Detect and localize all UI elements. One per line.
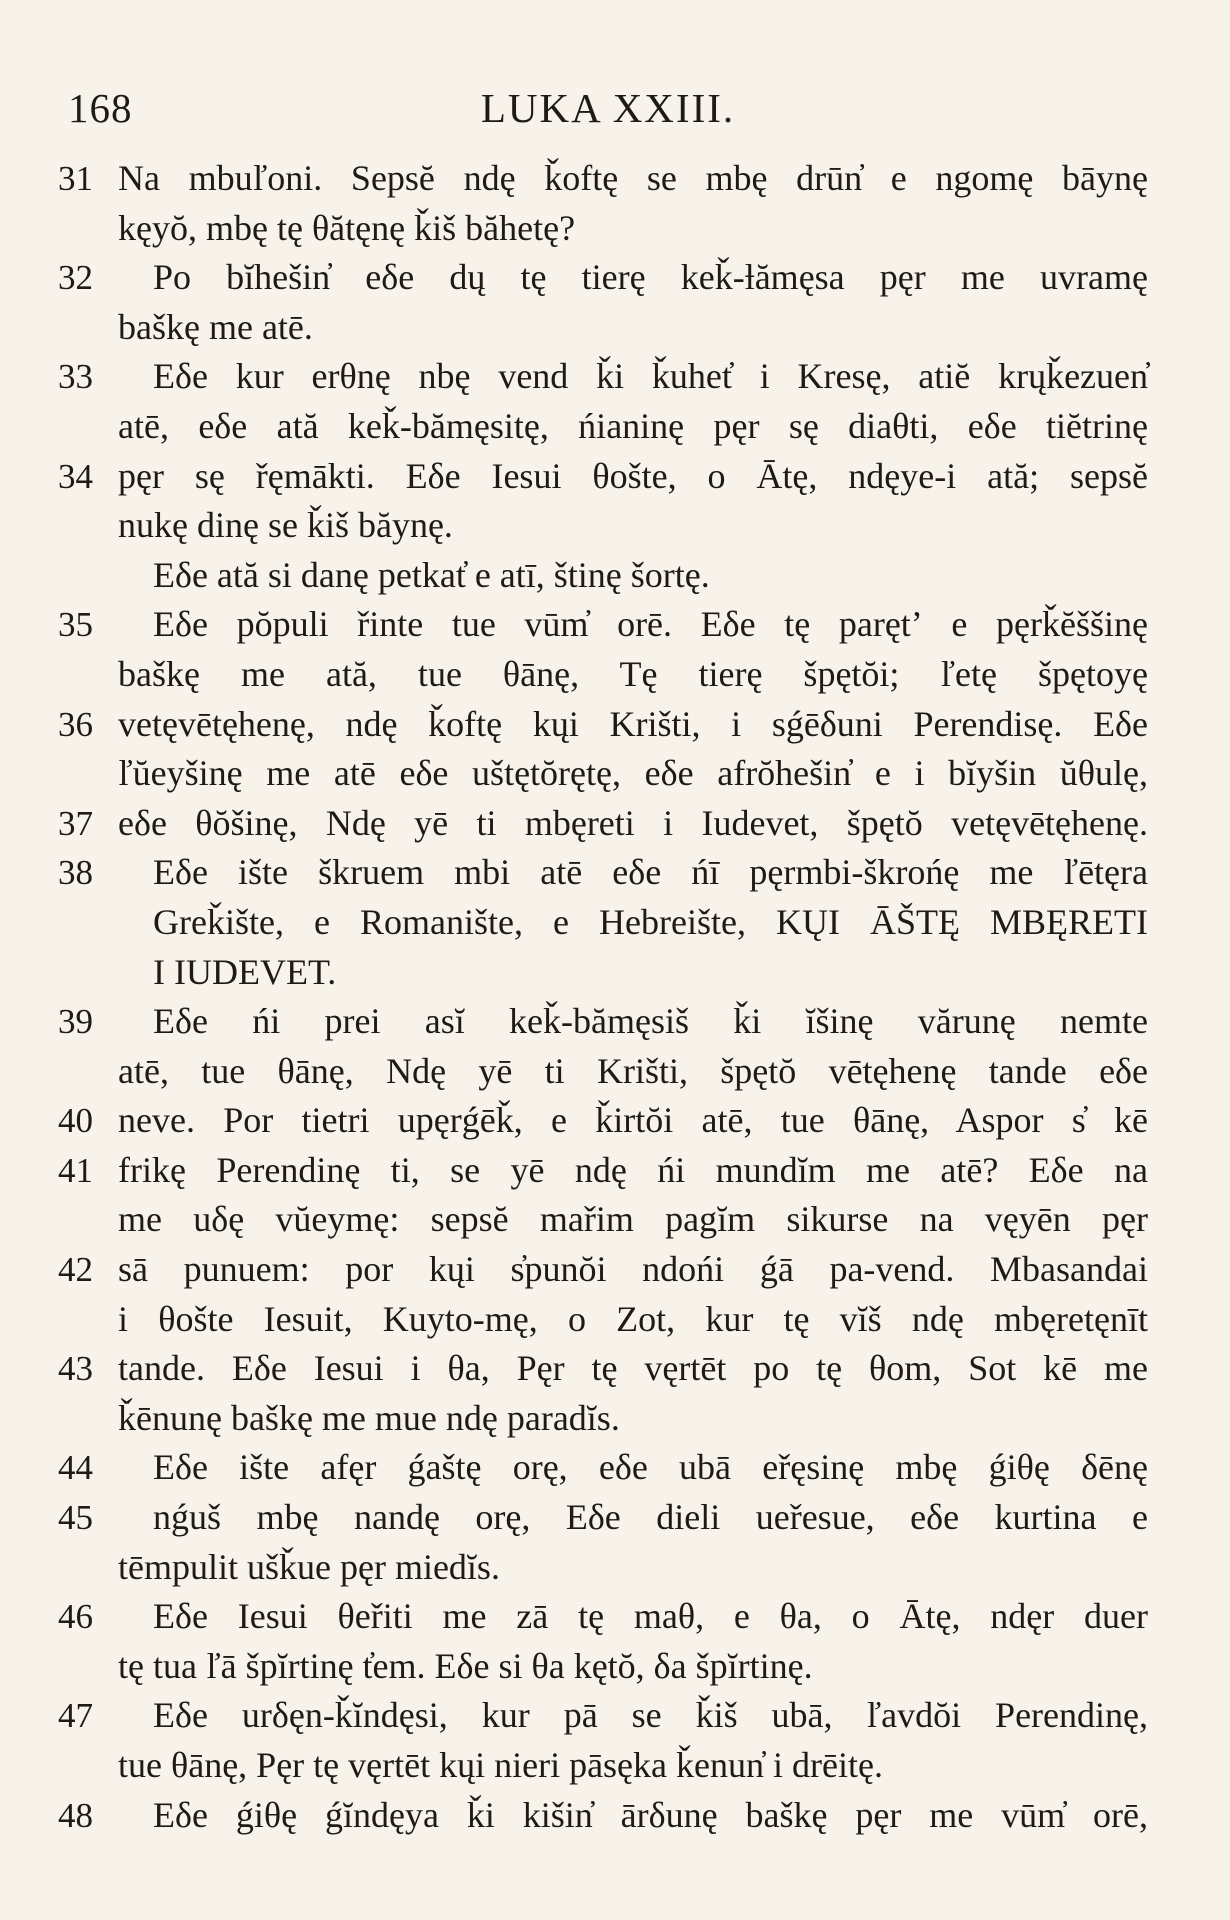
verse-number: 41 — [58, 1150, 93, 1190]
text-line — [58, 204, 1148, 254]
line-text: Po bĭhešin̓ eδe dų tę tierę keǩ-ƚămęsa pęr me uvramę — [153, 257, 1148, 298]
text-line — [58, 1493, 1148, 1543]
line-text: ǩēnunę baškę me mue ndę paradĭs. — [118, 1397, 620, 1438]
text-line — [58, 1295, 1148, 1345]
verse-number: 31 — [58, 159, 93, 198]
line-text: baškę me atē. — [118, 306, 313, 347]
verse-number: 34 — [58, 456, 93, 496]
line-text: Eδe ată si danę petkat̓ e atī, štinę šortę. — [153, 554, 710, 595]
text-line — [58, 848, 1148, 898]
text-line — [58, 352, 1148, 402]
verse-number: 39 — [58, 1002, 93, 1042]
text-line — [58, 749, 1148, 799]
line-text: Eδe ište afęr ǵaštę orę, eδe ubā eřęsinę mbę ǵiθę δēnę — [153, 1447, 1148, 1488]
line-text: Greǩište, e Romanište, e Hebreište, KŲI ĀŠTĘ MBĘRETI — [153, 901, 1148, 942]
verse-number: 47 — [58, 1696, 93, 1736]
text-line — [58, 1642, 1148, 1692]
line-text: Eδe kur erθnę nbę vend ǩi ǩuhet̓ i Kresę, atiĕ krųǩezuen̓ — [153, 356, 1148, 397]
text-line — [58, 1691, 1148, 1741]
text-line — [58, 799, 1148, 849]
line-text: atē, eδe ată keǩ-bămęsitę, ńianinę pęr sę diaθti, eδe tiĕtrinę — [118, 405, 1148, 446]
line-text: atē, tue θānę, Ndę yē ti Krišti, špętŏ vētęhenę tande eδe — [118, 1050, 1148, 1091]
text-line — [58, 1344, 1148, 1394]
text-line — [58, 997, 1148, 1047]
text-line — [58, 154, 1148, 204]
line-text: eδe θŏšinę, Ndę yē ti mbęreti i Iudevet, špętŏ vetęvētęhenę. — [118, 802, 1148, 843]
text-line — [58, 452, 1148, 502]
text-line — [58, 1047, 1148, 1097]
text-line — [58, 1592, 1148, 1642]
text-line — [58, 1741, 1148, 1791]
line-text: frikę Perendinę ti, se yē ndę ńi mundĭm me atē? Eδe na — [118, 1149, 1148, 1190]
text-line — [58, 1096, 1148, 1146]
text-line — [58, 948, 1148, 998]
line-text: tę tua ľā špĭrtinę t̓em. Eδe si θa kętŏ, δa špĭrtinę. — [118, 1645, 813, 1686]
verse-number: 44 — [58, 1448, 93, 1488]
line-text: Eδe pŏpuli řinte tue vūm̓ orē. Eδe tę parętʼ e pęrǩĕššinę — [153, 604, 1148, 645]
verse-number: 46 — [58, 1597, 93, 1637]
line-text: Na mbuľoni. Sepsĕ ndę ǩoftę se mbę drūn̓ e ngomę bāynę — [118, 158, 1148, 198]
line-text: kęyŏ, mbę tę θătęnę ǩiš băhetę? — [118, 207, 576, 248]
line-text: Eδe urδęn-ǩĭndęsi, kur pā se ǩiš ubā, ľavdŏi Perendinę, — [153, 1695, 1148, 1736]
verse-number: 32 — [58, 258, 93, 298]
text-line — [58, 700, 1148, 750]
page-number: 168 — [68, 85, 133, 131]
line-text: ľŭeyšinę me atē eδe uštętŏrętę, eδe afrŏhešin̓ e i bĭyšin ŭθulę, — [118, 753, 1148, 794]
text-line — [58, 1195, 1148, 1245]
verse-number: 48 — [58, 1795, 93, 1835]
verse-number: 36 — [58, 704, 93, 744]
line-text: pęr sę řęmākti. Eδe Iesui θošte, o Ātę, ndęye-i ată; sepsĕ — [118, 455, 1148, 496]
verse-number: 45 — [58, 1498, 93, 1538]
line-text: I IUDEVET. — [153, 951, 337, 992]
text-line — [58, 600, 1148, 650]
line-text: Eδe ńi prei asĭ keǩ-bămęsiš ǩi ĭšinę vărunę nemte — [153, 1001, 1148, 1042]
scripture-text — [58, 154, 1148, 1840]
text-line — [58, 650, 1148, 700]
line-text: Eδe ǵiθę ǵĭndęya ǩi kišin̓ ārδunę baškę pęr me vūm̓ orē, — [153, 1794, 1148, 1835]
text-line — [58, 1791, 1148, 1841]
line-text: me uδę vŭeymę: sepsĕ mařim pagĭm sikurse na vęyēn pęr — [118, 1199, 1148, 1240]
text-line — [58, 1245, 1148, 1295]
line-text: baškę me ată, tue θānę, Tę tierę špętŏi; ľetę špętoyę — [118, 653, 1148, 694]
verse-number: 35 — [58, 605, 93, 645]
line-text: Eδe Iesui θeřiti me zā tę maθ, e θa, o Ātę, ndęr duer — [153, 1596, 1148, 1637]
line-text: tande. Eδe Iesui i θa, Pęr tę vęrtēt po tę θom, Sot kē me — [118, 1348, 1148, 1389]
verse-number: 40 — [58, 1101, 93, 1141]
verse-number: 42 — [58, 1250, 93, 1290]
verse-number: 43 — [58, 1349, 93, 1389]
line-text: i θošte Iesuit, Kuyto-mę, o Zot, kur tę vĭš ndę mbęretęnīt — [118, 1298, 1148, 1339]
line-text: tēmpulit ušǩue pęr miedĭs. — [118, 1546, 500, 1587]
line-text: nukę dinę se ǩiš băynę. — [118, 505, 453, 546]
text-line — [58, 1543, 1148, 1593]
text-line — [58, 253, 1148, 303]
line-text: vetęvētęhenę, ndę ǩoftę kųi Krišti, i sǵēδuni Perendisę. Eδe — [118, 703, 1148, 744]
line-text: tue θānę, Pęr tę vęrtēt kųi nieri pāsęka ǩenun̓ i drēitę. — [118, 1745, 883, 1785]
line-text: sā punuem: por kųi s̓punŏi ndońi ǵā pa-vend. Mbasandai — [118, 1249, 1148, 1290]
running-title: LUKA XXIII. — [480, 85, 736, 131]
verse-number: 38 — [58, 853, 93, 893]
text-line — [58, 898, 1148, 948]
text-line — [58, 402, 1148, 452]
line-text: nǵuš mbę nandę orę, Eδe dieli ueřesue, eδe kurtina e — [153, 1497, 1148, 1538]
text-line — [58, 1443, 1148, 1493]
page-header — [68, 84, 1148, 144]
text-line — [58, 1394, 1148, 1444]
line-text: Eδe ište škruem mbi atē eδe ńī pęrmbi-škrońę me ľētęra — [153, 852, 1148, 893]
verse-number: 37 — [58, 803, 93, 843]
text-line — [58, 303, 1148, 353]
verse-number: 33 — [58, 357, 93, 397]
text-line — [58, 501, 1148, 551]
line-text: neve. Por tietri upęrǵēǩ, e ǩirtŏi atē, tue θānę, Aspor s̓ kē — [118, 1100, 1148, 1141]
text-line — [58, 551, 1148, 601]
text-line — [58, 1146, 1148, 1196]
